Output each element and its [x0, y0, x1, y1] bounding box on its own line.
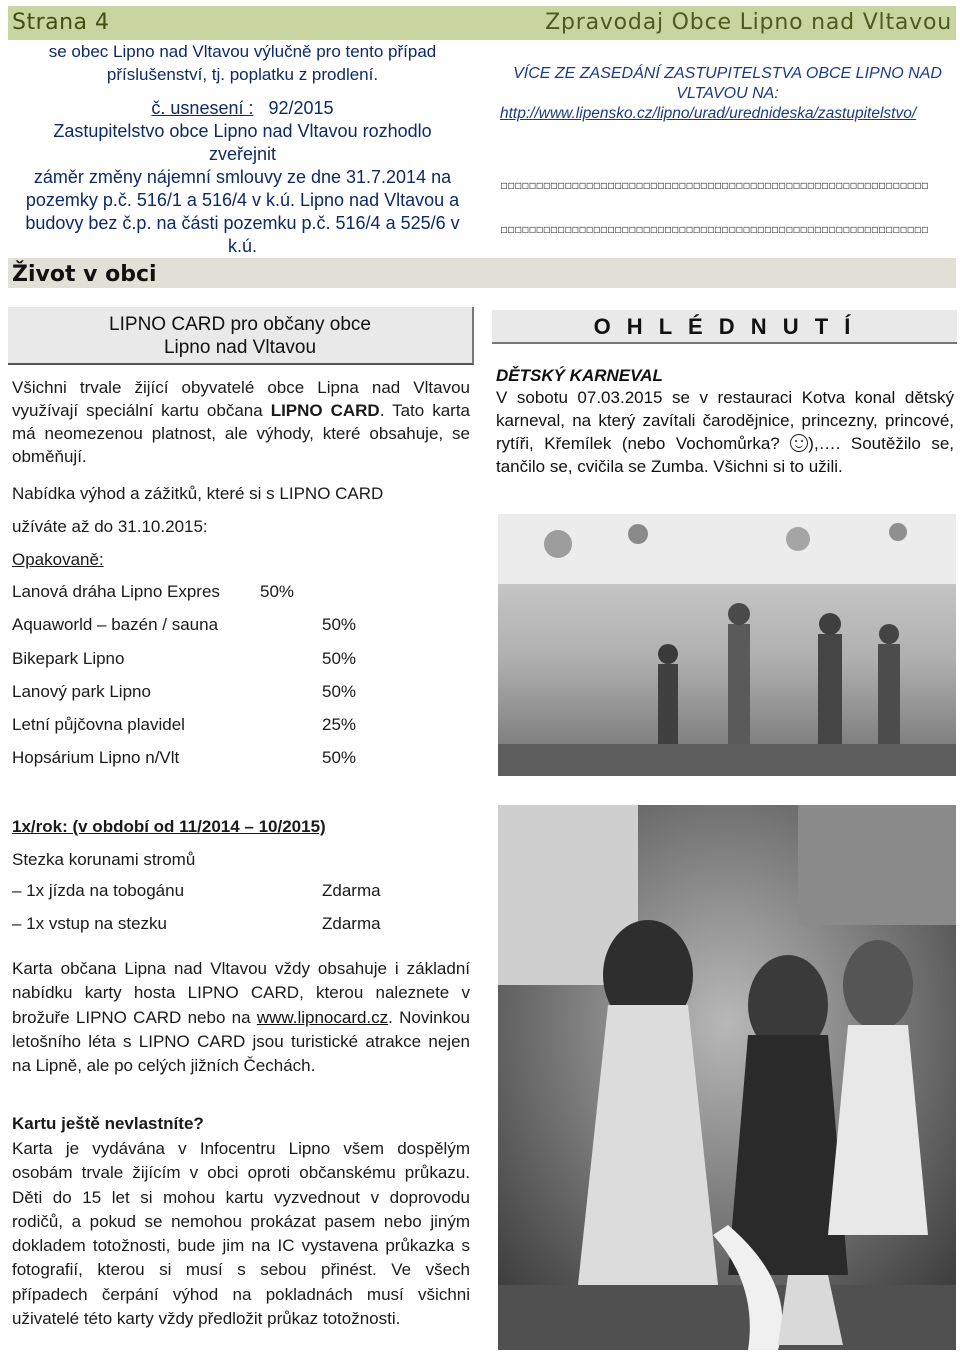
- event-text-part1: V sobotu 07.03.2015 se v restauraci Kotva konal dětský karneval, na který zavítali čarodějnice, princezny, princové, rytíři, Křemílek (nebo Vochomůrka?: [496, 388, 954, 453]
- event-title: DĚTSKÝ KARNEVAL: [496, 366, 663, 385]
- carnival-photo-1: [498, 514, 956, 776]
- event-text-part2: ),…. Soutěžilo se, tančilo se, cvičila se Zumba. Všichni si to užili.: [496, 434, 954, 476]
- resolution-block: [20, 40, 465, 281]
- resolution-text-line2: záměr změny nájemní smlouvy ze dne 31.7.2014 na: [33, 167, 452, 187]
- treetop-walk: Stezka korunami stromů: [12, 850, 196, 869]
- carnival-photo-1-image: [498, 514, 956, 776]
- resolution-number: 92/2015: [268, 98, 334, 118]
- resolution-intro-line2: příslušenství, tj. poplatku z prodlení.: [106, 65, 379, 84]
- carnival-photo-2: [498, 805, 956, 1350]
- repeat-label: Opakovaně:: [12, 550, 104, 569]
- card-title-line2: Lipno nad Vltavou: [163, 337, 317, 358]
- card-intro-text-after: . Tato karta má neomezenou platnost, ale výhody, které obsahuje, se obměňují.: [12, 401, 471, 466]
- resolution-text-line1: Zastupitelstvo obce Lipno nad Vltavou rozhodlo zveřejnit: [53, 121, 432, 164]
- offer-item-name: Aquaworld – bazén / sauna: [12, 615, 219, 634]
- basic-offer-text: Karta občana Lipna nad Vltavou vždy obsahuje i základní nabídku karty hosta LIPNO CARD, kterou naleznete v brožuře LIPNO CARD nebo na: [12, 959, 470, 1027]
- resolution-text-line3: pozemky p.č. 516/1 a 516/4 v k.ú. Lipno nad Vltavou a: [25, 190, 460, 210]
- basic-offer-text-after: . Novinkou letošního léta s LIPNO CARD jsou turistické atrakce nejen na Lipně, ale po celých jižních Čechách.: [12, 1007, 471, 1076]
- decorative-divider-2: ▫▫▫▫▫▫▫▫▫▫▫▫▫▫▫▫▫▫▫▫▫▫▫▫▫▫▫▫▫▫▫▫▫▫▫▫▫▫▫▫▫▫▫▫▫▫▫▫▫▫▫▫▫▫▫▫▫▫▫▫: [500, 222, 928, 236]
- resolution-intro-line1: se obec Lipno nad Vltavou výlučně pro tento případ: [48, 42, 437, 61]
- card-intro: [12, 376, 470, 468]
- council-url-link[interactable]: http://www.lipensko.cz/lipno/urad/urednideska/zastupitelstvo/: [500, 105, 917, 122]
- offer-item-name: Bikepark Lipno: [12, 649, 125, 668]
- council-more-line1: VÍCE ZE ZASEDÁNÍ ZASTUPITELSTVA OBCE LIPNO NAD: [513, 65, 942, 82]
- resolution-label: č. usnesení :: [151, 98, 254, 118]
- newsletter-title: Zpravodaj Obce Lipno nad Vltavou: [545, 10, 952, 35]
- yearly-item-value: Zdarma: [322, 881, 381, 900]
- resolution-number-line: [20, 97, 465, 120]
- lipno-card-title-box: [8, 307, 474, 365]
- smiley-icon: [790, 434, 808, 452]
- offer-item-value: 50%: [260, 582, 295, 601]
- offer-item-value: 25%: [322, 715, 357, 734]
- offer-heading-line1: Nabídka výhod a zážitků, které si s LIPNO CARD: [12, 484, 384, 503]
- yearly-item-value: Zdarma: [322, 914, 381, 933]
- card-basic-offer: [12, 957, 470, 1078]
- offer-heading-line2: užíváte až do 31.10.2015:: [12, 517, 208, 536]
- yearly-item-name: – 1x vstup na stezku: [12, 914, 167, 933]
- offer-item-name: Lanová dráha Lipno Expres: [12, 582, 220, 601]
- decorative-divider-1: ▫▫▫▫▫▫▫▫▫▫▫▫▫▫▫▫▫▫▫▫▫▫▫▫▫▫▫▫▫▫▫▫▫▫▫▫▫▫▫▫▫▫▫▫▫▫▫▫▫▫▫▫▫▫▫▫▫▫▫▫: [500, 178, 928, 192]
- card-intro-bold: LIPNO CARD: [270, 401, 380, 420]
- offer-item-name: Hopsárium Lipno n/Vlt: [12, 748, 180, 767]
- yearly-item-name: – 1x jízda na tobogánu: [12, 881, 185, 900]
- offer-item-value: 50%: [322, 748, 357, 767]
- page-label: Strana 4: [12, 10, 110, 35]
- lipnocard-link[interactable]: www.lipnocard.cz: [256, 1007, 389, 1027]
- offer-item-value: 50%: [322, 615, 357, 634]
- offer-item-value: 50%: [322, 649, 357, 668]
- card-intro-text: Všichni trvale žijící obyvatelé obce Lipna nad Vltavou využívají speciální kartu občana: [12, 378, 470, 420]
- offer-item-value: 50%: [322, 682, 357, 701]
- carnival-photo-2-image: [498, 805, 956, 1350]
- card-title-line1: LIPNO CARD pro občany obce: [109, 314, 371, 335]
- card-issue-text: Karta je vydávána v Infocentru Lipno všem dospělým osobám trvale žijícím v obci oproti občanskému průkazu. Děti do 15 let si mohou kartu vyzvednout v doprovodu rodičů, a pokud se nemohou prokázat pasem nebo jiným dokladem totožnosti, bude jim na IC vystavena průkazka s fotografií, kterou si musí s sebou přinést. Ve všech případech čerpání výhod na pokladnách musí všichni uživatelé této karty vždy předložit průkaz totožnosti.: [12, 1139, 470, 1329]
- offer-item-name: Letní půjčovna plavidel: [12, 715, 185, 734]
- council-more-line2: VLTAVOU NA:: [676, 85, 779, 102]
- lookback-heading: O H L É D N U T Í: [492, 310, 957, 344]
- offer-item-name: Lanový park Lipno: [12, 682, 151, 701]
- event-text: [496, 386, 954, 478]
- section-title: Život v obci: [12, 262, 157, 287]
- yearly-label: 1x/rok: (v období od 11/2014 – 10/2015): [12, 817, 326, 836]
- card-question: Kartu ještě nevlastníte?: [12, 1114, 204, 1133]
- resolution-text-line4: budovy bez č.p. na části pozemku p.č. 516/4 a 525/6 v k.ú.: [25, 213, 460, 256]
- council-info: [500, 64, 955, 124]
